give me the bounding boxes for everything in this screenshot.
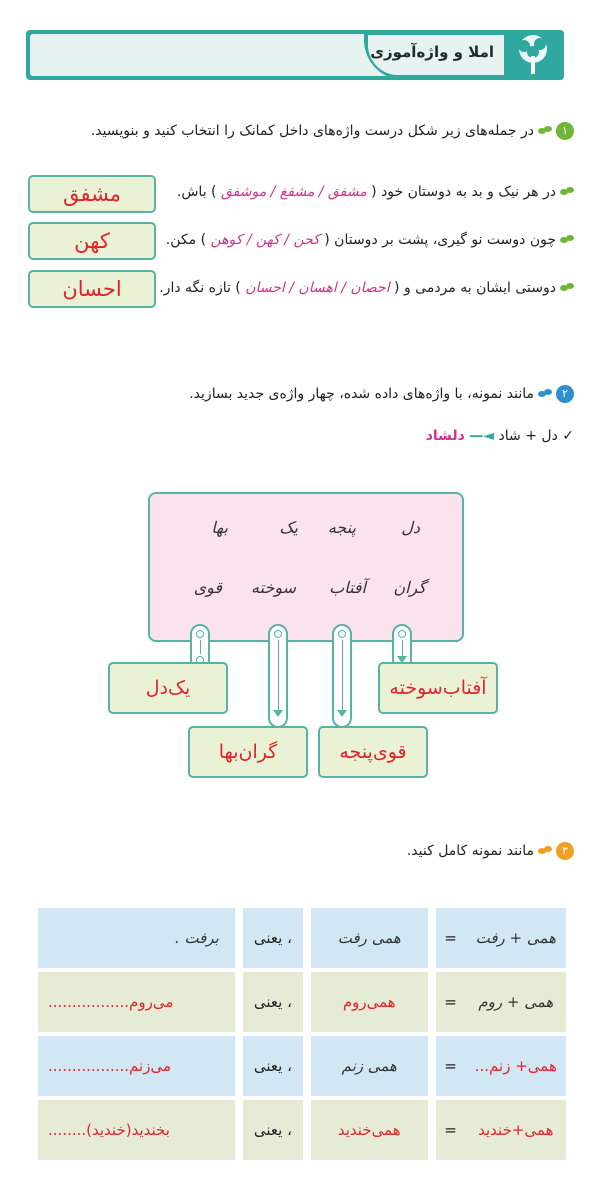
leaf-icon [538,846,552,856]
sentence-options: احصان / اهسان / احسان [245,280,390,296]
sentence-1 [177,184,574,200]
word: قوی [193,578,222,597]
arrow-icon: ◄— [469,428,495,444]
number-badge: ۲ [556,385,574,403]
completion-table [38,904,566,1164]
leaf-icon [560,283,574,293]
cell-yani: ، یعنی [243,1036,303,1096]
cell-gap [428,1036,436,1096]
word-answer-box[interactable]: قوی‌پنجه [318,726,428,778]
table-row [38,1100,566,1160]
cell-gap [428,1100,436,1160]
sentence-after: ) مکن. [165,232,207,248]
connector [268,624,288,728]
example-result: دلشاد [425,428,465,444]
word: سوخته [251,578,296,597]
header-title: املا و واژه‌آموزی [370,43,494,61]
sentence-before: چون دوست نو گیری، پشت بر دوستان ( [324,232,556,248]
number-badge: ۳ [556,842,574,860]
connector-line [200,640,201,654]
cell-gap [235,1100,243,1160]
cell-eq: = [436,1100,466,1160]
connector-tip [273,710,283,717]
cell-gap [303,1100,311,1160]
cell-mid: همی زنم [311,1036,427,1096]
cell-eq: = [436,908,466,968]
leaf-icon [560,187,574,197]
cell-yani: ، یعنی [243,972,303,1032]
connector-dot [274,630,282,638]
word: بها [211,518,228,537]
number-badge: ۱ [556,122,574,140]
leaf-icon [560,235,574,245]
section2-instruction [189,385,574,403]
cell-gap [428,972,436,1032]
cell-gap [428,908,436,968]
example-formula: دل + شاد [498,428,558,444]
cell-yani: ، یعنی [243,908,303,968]
word: یک [279,518,298,537]
word-answer-box[interactable]: گران‌بها [188,726,308,778]
word-answer-box[interactable]: آفتاب‌سوخته [378,662,498,714]
connector-tip [337,710,347,717]
word-box [148,492,464,642]
cell-gap [235,908,243,968]
connector [332,624,352,728]
connector-dot [398,630,406,638]
check-icon: ✓ [562,428,574,444]
word: دل [401,518,420,537]
example-line [426,428,574,444]
cell-left: همی + رفت [466,908,566,968]
sentence-options: کحن / کهن / کوهن [210,232,320,248]
word: آفتاب [329,578,366,597]
cell-eq: = [436,972,466,1032]
cell-gap [235,972,243,1032]
cell-right[interactable]: می‌زنم................. [38,1036,235,1096]
table-row [38,908,566,968]
sentence-before: دوستی ایشان به مردمی و ( [394,280,556,296]
cell-left[interactable]: همی+ زنم... [466,1036,566,1096]
instruction-text: مانند نمونه کامل کنید. [406,843,534,859]
cell-gap [303,972,311,1032]
answer-box-1[interactable]: مشفق [28,175,156,213]
cell-left[interactable]: همی+خندید [466,1100,566,1160]
cell-mid: همی رفت [311,908,427,968]
cell-yani: ، یعنی [243,1100,303,1160]
table-row [38,1036,566,1096]
section3-instruction [407,842,574,860]
sentence-options: مشفق / مشفغ / موشفق [220,184,367,200]
cell-right: برفت . [38,908,235,968]
cell-right[interactable]: می‌روم................. [38,972,235,1032]
tree-icon [506,32,560,78]
cell-eq: = [436,1036,466,1096]
cell-right[interactable]: بخندید(خندید)........ [38,1100,235,1160]
word: گران [393,578,426,597]
sentence-3 [159,280,574,296]
section1-instruction [91,122,574,140]
table-row [38,972,566,1032]
sentence-after: ) باش. [176,184,217,200]
cell-gap [303,908,311,968]
sentence-before: در هر نیک و بد به دوستان خود ( [371,184,556,200]
section-header [26,30,564,80]
word-answer-box[interactable]: یک‌دل [108,662,228,714]
answer-box-3[interactable]: احسان [28,270,156,308]
leaf-icon [538,389,552,399]
connector-dot [196,630,204,638]
word: پنجه [327,518,356,537]
connector-line [342,640,343,712]
cell-mid[interactable]: همی‌روم [311,972,427,1032]
cell-left: همی + روم [466,972,566,1032]
connector-line [278,640,279,712]
leaf-icon [538,126,552,136]
sentence-2 [166,232,574,248]
instruction-text: مانند نمونه، با واژه‌های داده شده، چهار واژه‌ی جدید بسازید. [189,386,534,402]
cell-gap [303,1036,311,1096]
sentence-after: ) تازه نگه دار. [159,280,241,296]
answer-box-2[interactable]: کهن [28,222,156,260]
cell-mid[interactable]: همی‌خندید [311,1100,427,1160]
connector-dot [338,630,346,638]
cell-gap [235,1036,243,1096]
instruction-text: در جمله‌های زیر شکل درست واژه‌های داخل کمانک را انتخاب کنید و بنویسید. [90,123,534,139]
